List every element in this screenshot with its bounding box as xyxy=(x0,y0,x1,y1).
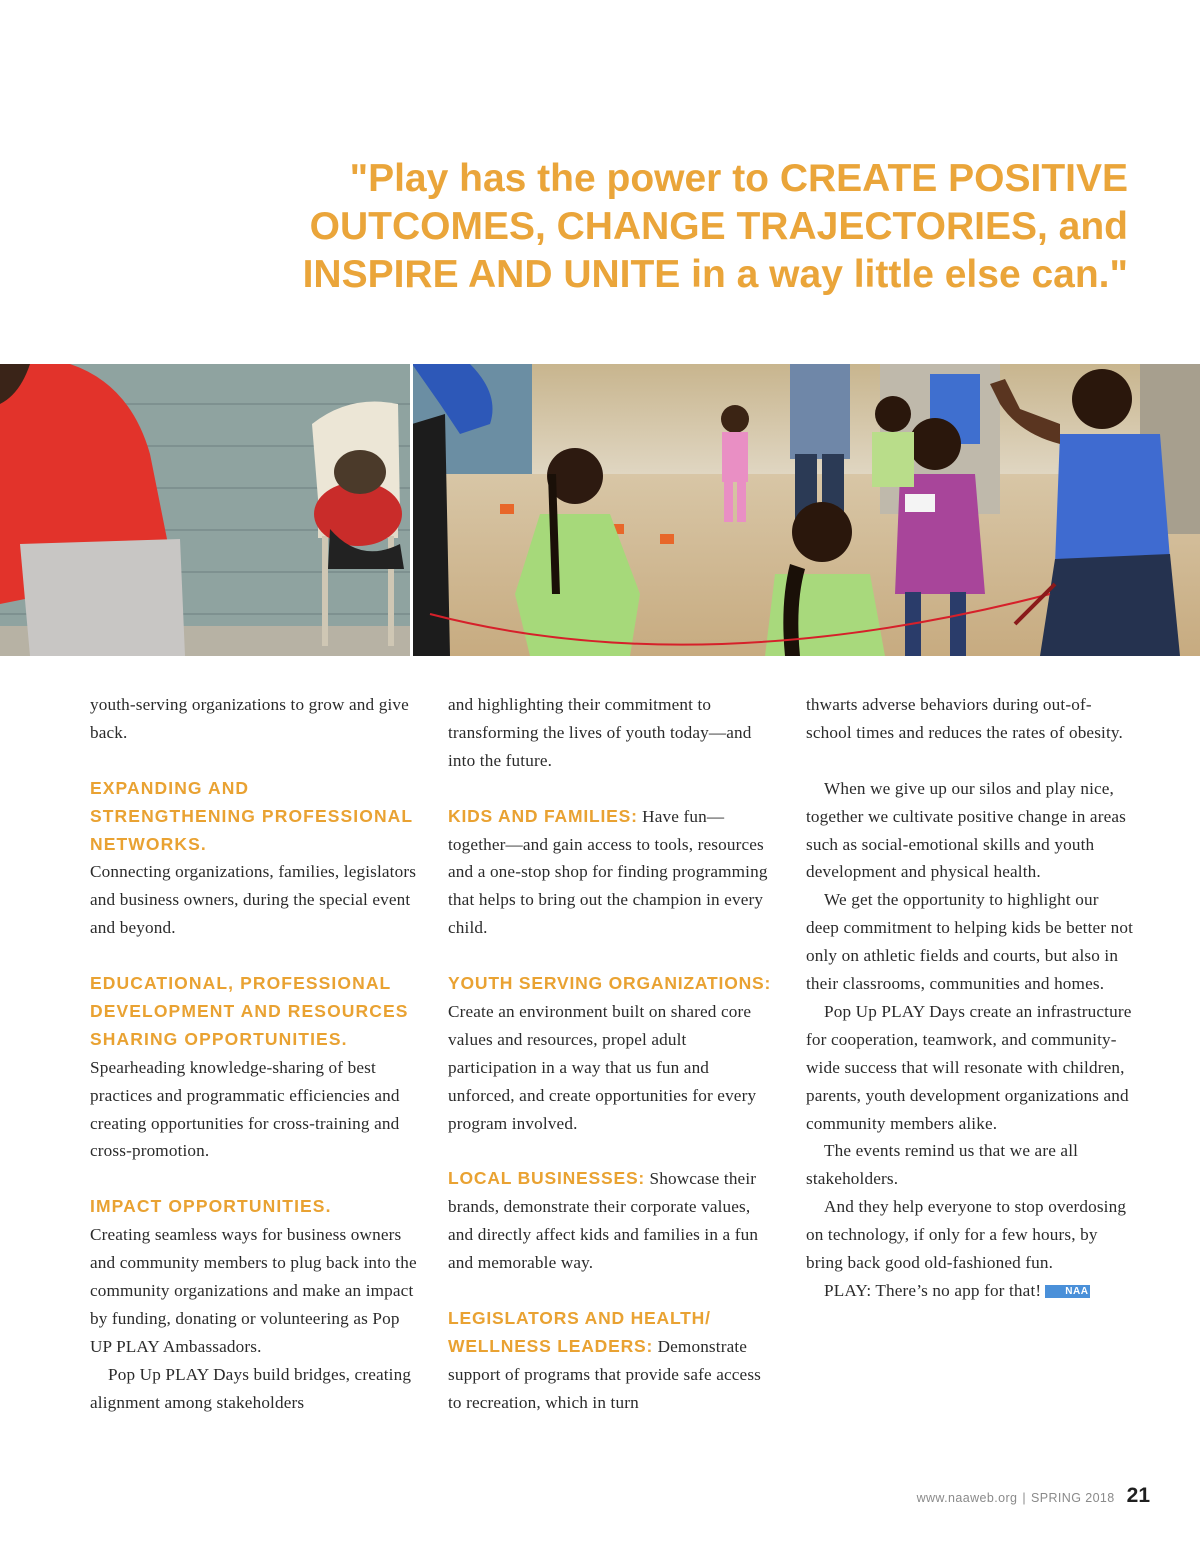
kids-families-paragraph xyxy=(448,803,778,943)
education-text: Spearheading knowledge-sharing of best practices and programmatic efficiencies and creating opportunities for cross-training and cross-promotion. xyxy=(90,1057,400,1161)
col2-intro-text: and highlighting their commitment to transforming the lives of youth today—and into the future. xyxy=(448,695,752,770)
technology-paragraph: And they help everyone to stop overdosing on technology, if only for a few hours, by bring back good old-fashioned fun. xyxy=(806,1197,1127,1273)
article-column-3 xyxy=(806,691,1136,1305)
footer-url: www.naaweb.org xyxy=(916,1491,1018,1505)
pull-quote-line-3: INSPIRE AND UNITE in a way little else can." xyxy=(302,253,1128,296)
education-heading: EDUCATIONAL, PROFESSIONAL DEVELOPMENT AND RESOURCES SHARING OPPORTUNITIES. xyxy=(90,973,409,1049)
col3-intro-text: thwarts adverse behaviors during out-of-school times and reduces the rates of obesity. xyxy=(806,695,1123,742)
legislators-heading: LEGISLATORS AND HEALTH/ WELLNESS LEADERS: xyxy=(448,1307,711,1356)
commitment-paragraph: We get the opportunity to highlight our deep commitment to helping kids be better not only on athletic fields and courts, but also in their classrooms, communities and homes. xyxy=(806,890,1134,994)
footer-issue: SPRING 2018 xyxy=(1031,1491,1115,1505)
networks-heading: EXPANDING AND STRENGTHENING PROFESSIONAL NETWORKS. xyxy=(90,777,413,854)
page-number: 21 xyxy=(1126,1484,1150,1507)
col1-intro-text: youth-serving organizations to grow and give back. xyxy=(90,695,409,742)
pull-quote xyxy=(140,155,1128,299)
local-business-heading: LOCAL BUSINESSES: xyxy=(448,1168,646,1189)
infrastructure-paragraph: Pop Up PLAY Days create an infrastructure for cooperation, teamwork, and community-wide success that will resonate with children, parents, youth development organizations and community members alike. xyxy=(806,1001,1132,1133)
event-photo xyxy=(0,364,1200,656)
closing-paragraph xyxy=(806,1277,1136,1305)
impact-text: Creating seamless ways for business owners and community members to plug back into the community organizations and make an impact by funding, donating or volunteering as Pop UP PLAY Ambassadors. xyxy=(90,1225,417,1356)
youth-orgs-text: Create an environment built on shared core values and resources, propel adult participation in a way that us fun and unforced, and create opportunities for every program involved. xyxy=(448,1001,757,1133)
local-business-text: Showcase their brands, demonstrate their corporate values, and directly affect kids and families in a fun and memorable way. xyxy=(448,1169,759,1273)
pull-quote-line-1: "Play has the power to CREATE POSITIVE xyxy=(349,157,1128,200)
stakeholders-paragraph: The events remind us that we are all stakeholders. xyxy=(806,1141,1079,1189)
networks-text: Connecting organizations, families, legislators and business owners, during the special event and beyond. xyxy=(90,862,417,938)
article-column-1 xyxy=(90,691,420,1417)
kids-families-text: Have fun—together—and gain access to tools, resources and a one-stop shop for finding programming that helps to bring out the champion in every child. xyxy=(448,806,768,938)
silos-paragraph: When we give up our silos and play nice, together we cultivate positive change in areas such as social-emotional skills and youth development and physical health. xyxy=(806,778,1126,882)
local-business-paragraph xyxy=(448,1165,778,1277)
page-footer xyxy=(917,1484,1150,1508)
bridges-text: Pop Up PLAY Days build bridges, creating alignment among stakeholders xyxy=(90,1364,412,1412)
impact-heading: IMPACT OPPORTUNITIES. xyxy=(90,1196,332,1217)
youth-orgs-heading: YOUTH SERVING ORGANIZATIONS: xyxy=(448,973,772,994)
pull-quote-line-2: OUTCOMES, CHANGE TRAJECTORIES, and xyxy=(309,205,1128,248)
footer-separator: | xyxy=(1022,1491,1027,1505)
kids-families-heading: KIDS AND FAMILIES: xyxy=(448,805,638,826)
closing-text: PLAY: There’s no app for that! xyxy=(824,1281,1042,1301)
article-column-2 xyxy=(448,691,778,1417)
legislators-text: Demonstrate support of programs that provide safe access to recreation, which in turn xyxy=(448,1336,762,1412)
youth-orgs-paragraph xyxy=(448,970,778,1137)
naa-logo-icon: NAA xyxy=(1045,1285,1090,1298)
legislators-paragraph xyxy=(448,1305,778,1417)
